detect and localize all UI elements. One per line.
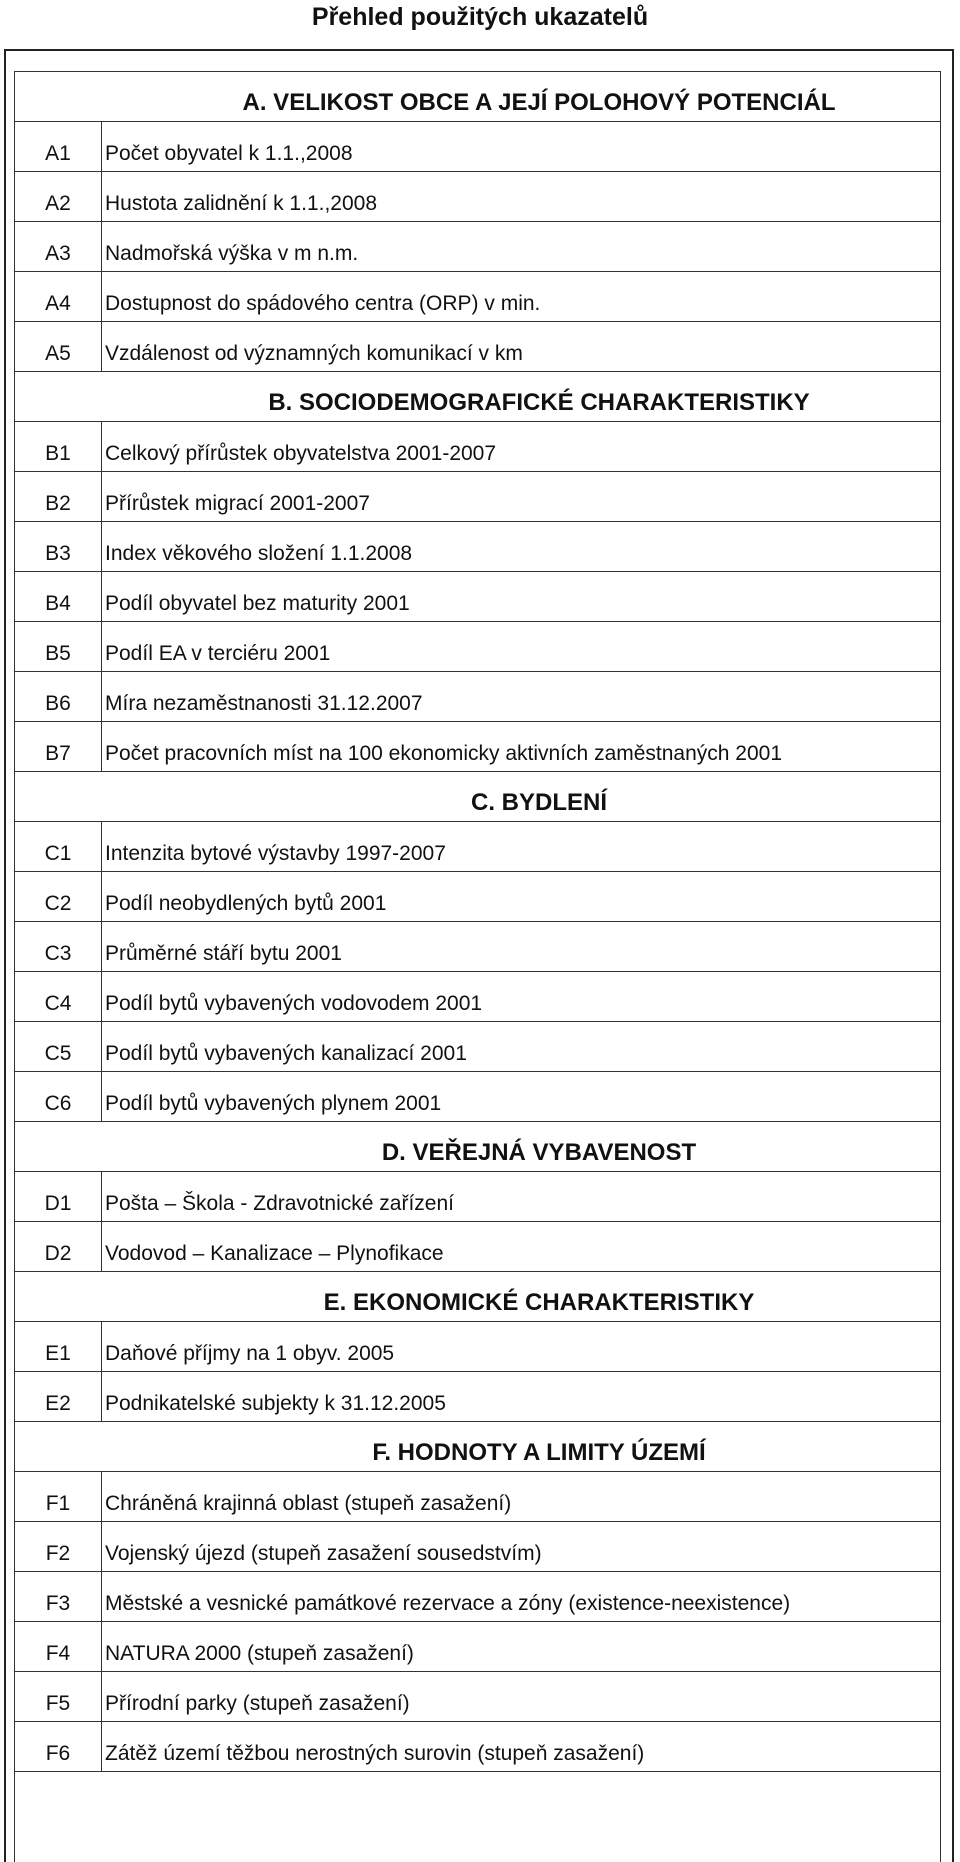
- indicator-code: A5: [45, 342, 71, 365]
- indicator-cell: [101, 622, 940, 671]
- section-header-row: [15, 772, 940, 822]
- indicator-row: [15, 1172, 940, 1222]
- indicator-row: [15, 622, 940, 672]
- section-title: D. VEŘEJNÁ VYBAVENOST: [381, 1139, 697, 1166]
- indicator-row: [15, 122, 940, 172]
- indicator-code: C2: [44, 892, 72, 915]
- indicator-row: [15, 172, 940, 222]
- indicator-cell: [101, 972, 940, 1021]
- indicator-row: [15, 722, 940, 772]
- indicator-description: Počet obyvatel k 1.1.,2008: [105, 142, 353, 165]
- indicator-code: E1: [45, 1342, 71, 1365]
- indicator-cell: [101, 1472, 940, 1521]
- indicator-description: Podíl bytů vybavených plynem 2001: [105, 1092, 442, 1115]
- indicator-description: Nadmořská výška v m n.m.: [105, 242, 359, 265]
- section-header-row: [15, 1122, 940, 1172]
- indicator-code: D1: [44, 1192, 72, 1215]
- indicator-row: [15, 572, 940, 622]
- indicator-cell: [101, 1022, 940, 1071]
- indicator-code: A2: [45, 192, 71, 215]
- indicator-row: [15, 672, 940, 722]
- indicator-code: B7: [45, 742, 71, 765]
- indicator-cell: [101, 672, 940, 721]
- indicator-cell: [101, 1722, 940, 1771]
- section-header-row: [15, 1422, 940, 1472]
- indicator-description: Daňové příjmy na 1 obyv. 2005: [105, 1342, 395, 1365]
- indicator-code: F1: [45, 1492, 71, 1515]
- indicator-description: Pošta – Škola - Zdravotnické zařízení: [105, 1192, 454, 1215]
- indicator-code: F2: [45, 1542, 71, 1565]
- indicator-cell: [101, 422, 940, 471]
- indicator-row: [15, 1322, 940, 1372]
- indicator-row: [15, 972, 940, 1022]
- indicator-cell: [101, 522, 940, 571]
- indicator-row: [15, 522, 940, 572]
- indicator-code: A4: [45, 292, 71, 315]
- indicator-code: E2: [45, 1392, 71, 1415]
- indicator-code: B1: [45, 442, 71, 465]
- indicator-code: B5: [45, 642, 71, 665]
- indicator-description: Podíl EA v terciéru 2001: [105, 642, 331, 665]
- indicator-row: [15, 1472, 940, 1522]
- indicator-cell: [101, 272, 940, 321]
- indicator-code: C4: [44, 992, 72, 1015]
- indicator-code: A1: [45, 142, 71, 165]
- indicator-cell: [101, 222, 940, 271]
- indicator-row: [15, 1372, 940, 1422]
- indicator-cell: [101, 322, 940, 371]
- indicator-code: B6: [45, 692, 71, 715]
- indicator-description: Průměrné stáří bytu 2001: [105, 942, 342, 965]
- indicator-row: [15, 872, 940, 922]
- indicator-code: B4: [45, 592, 71, 615]
- indicator-code: A3: [45, 242, 71, 265]
- section-title: B. SOCIODEMOGRAFICKÉ CHARAKTERISTIKY: [268, 389, 810, 416]
- section-header-row: [15, 1272, 940, 1322]
- indicator-row: [15, 1622, 940, 1672]
- section-header-row: [15, 72, 940, 122]
- indicator-cell: [101, 722, 940, 771]
- indicator-description: NATURA 2000 (stupeň zasažení): [105, 1642, 414, 1665]
- indicator-description: Přírůstek migrací 2001-2007: [105, 492, 370, 515]
- indicator-row: [15, 1222, 940, 1272]
- indicator-cell: [101, 822, 940, 871]
- indicator-cell: [101, 1222, 940, 1271]
- indicator-cell: [101, 1522, 940, 1571]
- indicator-cell: [101, 922, 940, 971]
- indicator-description: Chráněná krajinná oblast (stupeň zasažení): [105, 1492, 512, 1515]
- indicator-row: [15, 322, 940, 372]
- indicator-cell: [101, 1172, 940, 1221]
- indicator-code: C3: [44, 942, 72, 965]
- indicator-description: Míra nezaměstnanosti 31.12.2007: [105, 692, 423, 715]
- indicator-code: F3: [45, 1592, 71, 1615]
- indicator-description: Zátěž území těžbou nerostných surovin (stupeň zasažení): [105, 1742, 645, 1765]
- indicator-description: Index věkového složení 1.1.2008: [105, 542, 413, 565]
- indicator-description: Vodovod – Kanalizace – Plynofikace: [105, 1242, 444, 1265]
- indicator-description: Přírodní parky (stupeň zasažení): [105, 1692, 410, 1715]
- section-title: E. EKONOMICKÉ CHARAKTERISTIKY: [323, 1289, 755, 1316]
- indicator-row: [15, 922, 940, 972]
- indicator-cell: [101, 1322, 940, 1371]
- indicator-description: Podíl obyvatel bez maturity 2001: [105, 592, 410, 615]
- section-header-row: [15, 372, 940, 422]
- indicator-cell: [101, 172, 940, 221]
- indicator-row: [15, 1072, 940, 1122]
- indicator-row: [15, 272, 940, 322]
- indicator-table: [15, 72, 940, 1772]
- indicator-description: Podíl bytů vybavených kanalizací 2001: [105, 1042, 467, 1065]
- indicator-cell: [101, 1572, 940, 1621]
- indicator-cell: [101, 1072, 940, 1121]
- indicator-row: [15, 472, 940, 522]
- indicator-description: Podíl bytů vybavených vodovodem 2001: [105, 992, 483, 1015]
- indicator-code: B2: [45, 492, 71, 515]
- indicator-cell: [101, 1622, 940, 1671]
- indicator-row: [15, 1022, 940, 1072]
- indicator-code: D2: [44, 1242, 72, 1265]
- indicator-cell: [101, 872, 940, 921]
- indicator-row: [15, 1572, 940, 1622]
- indicator-description: Celkový přírůstek obyvatelstva 2001-2007: [105, 442, 497, 465]
- indicator-row: [15, 222, 940, 272]
- indicator-description: Hustota zalidnění k 1.1.,2008: [105, 192, 378, 215]
- indicator-description: Intenzita bytové výstavby 1997-2007: [105, 842, 446, 865]
- indicator-row: [15, 1672, 940, 1722]
- indicator-description: Dostupnost do spádového centra (ORP) v min.: [105, 292, 541, 315]
- indicator-description: Podíl neobydlených bytů 2001: [105, 892, 387, 915]
- indicator-row: [15, 1522, 940, 1572]
- indicator-description: Městské a vesnické památkové rezervace a zóny (existence-neexistence): [105, 1592, 791, 1615]
- indicator-code: F6: [45, 1742, 71, 1765]
- indicator-code: F5: [45, 1692, 71, 1715]
- indicator-cell: [101, 572, 940, 621]
- indicator-cell: [101, 122, 940, 171]
- indicator-row: [15, 822, 940, 872]
- indicator-cell: [101, 1672, 940, 1721]
- indicator-description: Podnikatelské subjekty k 31.12.2005: [105, 1392, 446, 1415]
- indicator-description: Vojenský újezd (stupeň zasažení sousedstvím): [105, 1542, 542, 1565]
- section-title: C. BYDLENÍ: [470, 789, 607, 816]
- indicator-code: C5: [44, 1042, 72, 1065]
- indicator-code: C1: [44, 842, 72, 865]
- indicator-row: [15, 422, 940, 472]
- section-title: F. HODNOTY A LIMITY ÚZEMÍ: [372, 1439, 706, 1466]
- indicator-code: C6: [44, 1092, 72, 1115]
- indicator-cell: [101, 472, 940, 521]
- indicator-cell: [101, 1372, 940, 1421]
- indicator-description: Vzdálenost od významných komunikací v km: [105, 342, 523, 365]
- indicator-code: F4: [45, 1642, 71, 1665]
- indicator-description: Počet pracovních míst na 100 ekonomicky aktivních zaměstnaných 2001: [105, 742, 783, 765]
- page-title: Přehled použitých ukazatelů: [311, 3, 649, 31]
- section-title: A. VELIKOST OBCE A JEJÍ POLOHOVÝ POTENCIÁL: [242, 89, 836, 116]
- indicator-code: B3: [45, 542, 71, 565]
- indicator-row: [15, 1722, 940, 1772]
